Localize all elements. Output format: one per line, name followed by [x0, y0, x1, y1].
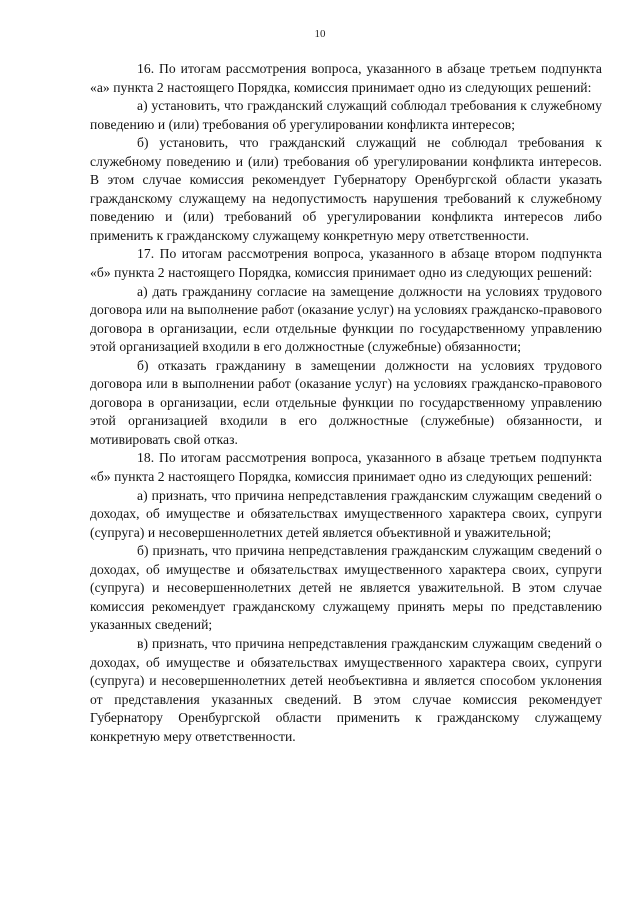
- paragraph-18-b: б) признать, что причина непредставления гражданским служащим сведений о доходах, об имуществе и обязательствах имущественного характера своих, супруги (супруга) и несовершеннолетних детей не является уважительной. В этом случае комиссия рекомендует гражданскому служащему принять меры по представлению указанных сведений;: [90, 543, 602, 633]
- paragraph-18-intro: 18. По итогам рассмотрения вопроса, указанного в абзаце третьем подпункта «б» пункта 2 настоящего Порядка, комиссия принимает одно из следующих решений:: [90, 450, 602, 485]
- page-number: 10: [314, 28, 326, 40]
- paragraph-16-intro: 16. По итогам рассмотрения вопроса, указанного в абзаце третьем подпункта «а» пункта 2 настоящего Порядка, комиссия принимает одно из следующих решений:: [90, 61, 602, 95]
- paragraph-17-b: б) отказать гражданину в замещении должности на условиях трудового договора или в выполнении работ (оказание услуг) на условиях гражданско-правового договора в организации, если отдельные функции по государственному управлению этой организацией входили в его должностные (служебные) обязанности, и мотивировать свой отказ.: [90, 357, 602, 447]
- paragraph-17-a: а) дать гражданину согласие на замещение должности на условиях трудового договора или на выполнение работ (оказание услуг) на условиях гражданско-правового договора в организации, если отдельные функции по государственному управлению этой организацией входили в его должностные (служебные) обязанности;: [90, 283, 602, 355]
- paragraph-17-intro: 17. По итогам рассмотрения вопроса, указанного в абзаце втором подпункта «б» пункта 2 настоящего Порядка, комиссия принимает одно из следующих решений:: [90, 246, 602, 281]
- paragraph-18-c: в) признать, что причина непредставления гражданским служащим сведений о доходах, об имуществе и обязательствах имущественного характера своих, супруги (супруга) и несовершеннолетних детей необъективна и является способом уклонения от представления указанных сведений. В этом случае комиссия рекомендует Губернатору Оренбургской области применить к гражданскому служащему конкретную меру ответственности.: [90, 635, 602, 744]
- paragraph-16-b: б) установить, что гражданский служащий не соблюдал требования к служебному поведению и (или) требования об урегулировании конфликта интересов. В этом случае комиссия рекомендует Губернатору Оренбургской области указать гражданскому служащему на недопустимость нарушения требований к служебному поведению и (или) требований об урегулировании конфликта интересов либо применить к гражданскому служащему конкретную меру ответственности.: [90, 135, 602, 243]
- paragraph-16-a: а) установить, что гражданский служащий соблюдал требования к служебному поведению и (или) требования об урегулировании конфликта интересов;: [90, 98, 602, 132]
- paragraph-18-a: а) признать, что причина непредставления гражданским служащим сведений о доходах, об имуществе и обязательствах имущественного характера своих, супруги (супруга) и несовершеннолетних детей является объективной и уважительной;: [90, 487, 602, 540]
- document-body: [90, 60, 602, 746]
